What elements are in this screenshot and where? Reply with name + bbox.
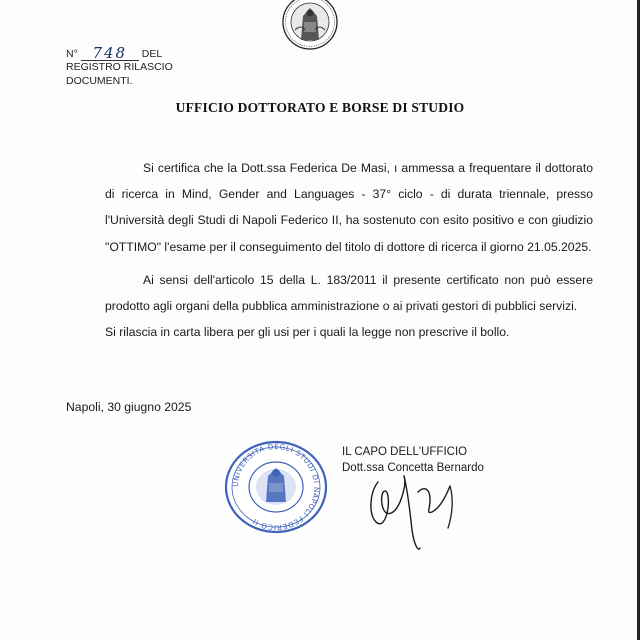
signatory-name: Dott.ssa Concetta Bernardo [342,462,484,474]
registry-suffix: DEL [141,47,163,60]
handwritten-signature [360,452,470,562]
university-emblem-seal-icon [281,0,339,50]
round-university-stamp-icon [222,438,330,536]
registry-line-3: DOCUMENTI. [66,74,133,87]
stamp-duty-paragraph: Si rilascia in carta libera per gli usi per i quali la legge non prescrive il bollo. [105,325,510,340]
registry-number: 748 [81,46,139,61]
registry-line-2: REGISTRO RILASCIO [66,61,173,73]
certification-paragraph: Si certifica che la Dott.ssa Federica De Masi, ı ammessa a frequentare il dottorato di ricerca in Mind, Gender and Languages - 37° ciclo - di durata triennale, presso l'Università degli Studi di Napoli Federico II, ha sostenuto con esito positivo e con giudizio "OTTIMO" l'esame per il conseguimento del titolo di dottore di ricerca il giorno 21.05.2025. [105,161,593,254]
stamp-text: UNIVERSITA DEGLI STUDI DI NAPOLI FEDERICO II [230,441,322,533]
registry-block [66,46,173,88]
certificate-body [105,155,593,345]
registry-number-line [66,46,173,61]
signatory-role: IL CAPO DELL'UFFICIO [342,446,468,458]
legal-notice-paragraph: Ai sensi dell'articolo 15 della L. 183/2011 il presente certificato non può essere prodotto agli organi della pubblica amministrazione o ai privati gestori di pubblici servizi. [105,272,593,314]
office-title: UFFICIO DOTTORATO E BORSE DI STUDIO [175,100,465,115]
place-date: Napoli, 30 giugno 2025 [66,400,192,414]
registry-prefix: N° [66,47,78,60]
